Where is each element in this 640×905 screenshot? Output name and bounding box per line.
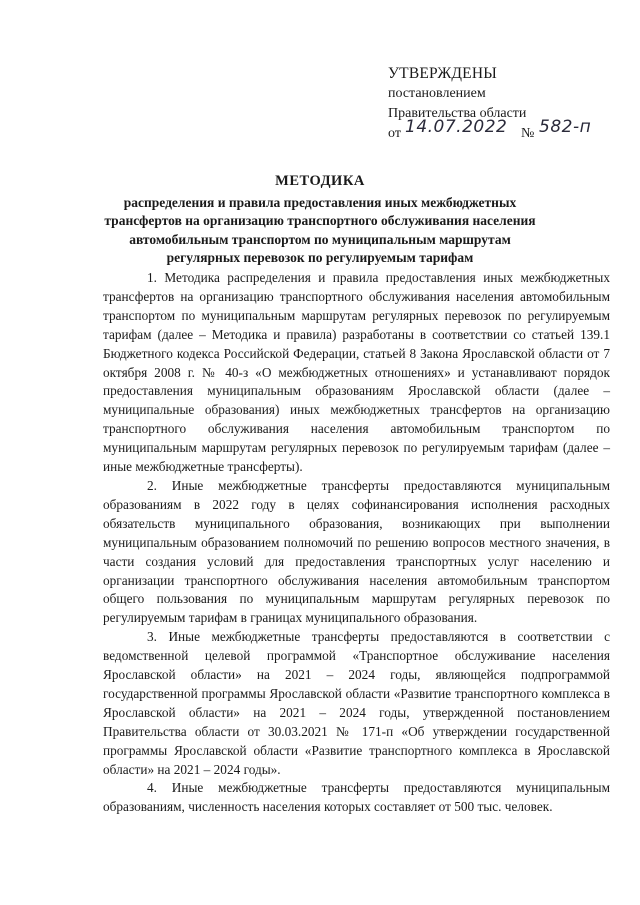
document-heading	[100, 172, 540, 268]
approval-line-government: Правительства области	[388, 106, 527, 121]
number-sign: №	[521, 126, 535, 141]
approval-block	[388, 64, 628, 144]
approval-line-decree: постановлением	[388, 86, 486, 101]
handwritten-number: 582-п	[539, 117, 592, 137]
handwritten-date: 14.07.2022	[405, 117, 508, 137]
document-body	[103, 269, 610, 817]
paragraph-2: 2. Иные межбюджетные трансферты предоставляются муниципальным образованиям в 2022 году в целях софинансирования исполнения расходных обязательств муниципального образования, возникающих при выполнении муниципальным образованием полномочий по решению вопросов местного значения, в части создания условий для предоставления транспортных услуг населению и организации транспортного обслуживания населения автомобильным транспортом общего пользования по муниципальным маршрутам регулярных перевозок по регулируемым тарифам в границах муниципального образования.	[103, 477, 610, 626]
paragraph-3: 3. Иные межбюджетные трансферты предоставляются в соответствии с ведомственной целевой программой «Транспортное обслуживание населения Ярославской области» на 2021 – 2024 годы, являющейся подпрограммой государственной программы Ярославской области «Развитие транспортного комплекса в Ярославской области» на 2021 – 2024 годы, утвержденной постановлением Правительства области от 30.03.2021 № 171-п «Об утверждении государственной программы Ярославской области «Развитие транспортного комплекса в Ярославской области» на 2021 – 2024 годы».	[103, 629, 610, 777]
paragraph-4: 4. Иные межбюджетные трансферты предоставляются муниципальным образованиям, численность населения которых составляет от 500 тыс. человек.	[103, 780, 610, 815]
date-prefix: от	[388, 126, 401, 141]
document-subtitle: распределения и правила предоставления иных межбюджетных трансфертов на организацию транспортного обслуживания населения автомобильным транспортом по муниципальным маршрутам регулярных перевозок по регулируемым тарифам	[104, 194, 536, 265]
paragraph-1: 1. Методика распределения и правила предоставления иных межбюджетных трансфертов на организацию транспортного обслуживания населения автомобильным транспортом по муниципальным маршрутам регулярных перевозок по регулируемым тарифам (далее – Методика и правила) разработаны в соответствии со статьей 139.1 Бюджетного кодекса Российской Федерации, статьей 8 Закона Ярославской области от 7 октября 2008 г. № 40-з «О межбюджетных отношениях» и устанавливают порядок предоставления муниципальным образованиям Ярославской области (далее – муниципальные образования) иных межбюджетных трансфертов на организацию транспортного обслуживания населения автомобильным транспортом по муниципальным маршрутам регулярных перевозок по регулируемым тарифам (далее – иные межбюджетные трансферты).	[103, 270, 610, 475]
document-title: МЕТОДИКА	[275, 173, 365, 189]
approval-title: УТВЕРЖДЕНЫ	[388, 65, 497, 82]
approval-date-line	[388, 117, 628, 144]
